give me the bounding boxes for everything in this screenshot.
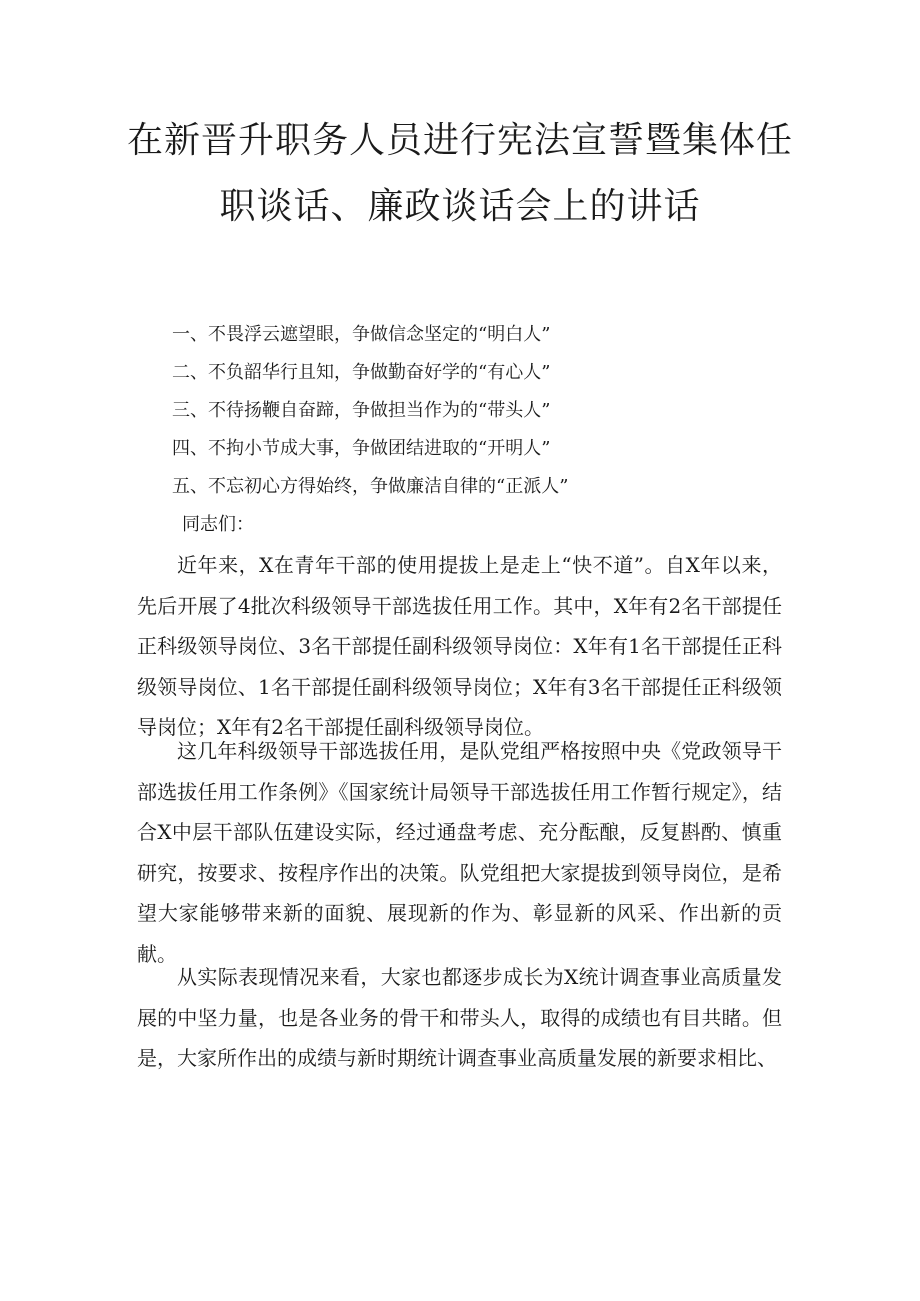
document-title (120, 108, 800, 240)
title-line-2: 职谈话、廉政谈话会上的讲话 (219, 186, 701, 227)
body-paragraph-3: 从实际表现情况来看，大家也都逐步成长为X统计调查事业高质量发展的中坚力量，也是各业务的骨干和带头人，取得的成绩也有目共睹。但是，大家所作出的成绩与新时期统计调查事业高质量发展的新要求相比、 (137, 965, 782, 1070)
outline-list (172, 316, 812, 506)
outline-item-5: 五、不忘初心方得始终，争做廉洁自律的“正派人” (172, 476, 569, 497)
body-paragraph-1: 近年来，X在青年干部的使用提拔上是走上“快不道”。自X年以来，先后开展了4批次科级领导干部选拔任用工作。其中，X年有2名干部提任正科级领导岗位、3名干部提任副科级领导岗位：X年有1名干部提任正科级领导岗位、1名干部提任副科级领导岗位；X年有3名干部提任正科级领导岗位；X年有2名干部提任副科级领导岗位。 (137, 553, 782, 739)
outline-item-1: 一、不畏浮云遮望眼，争做信念坚定的“明白人” (172, 324, 551, 345)
title-line-1: 在新晋升职务人员进行宪法宣誓暨集体任 (126, 120, 793, 161)
body-paragraph-2: 这几年科级领导干部选拔任用，是队党组严格按照中央《党政领导干部选拔任用工作条例》《国家统计局领导干部选拔任用工作暂行规定》，结合X中层干部队伍建设实际，经过通盘考虑、充分酝酿，反复斟酌、慎重研究，按要求、按程序作出的决策。队党组把大家提拔到领导岗位，是希望大家能够带来新的面貌、展现新的作为、彰显新的风采、作出新的贡献。 (137, 739, 782, 966)
outline-item-4: 四、不拘小节成大事，争做团结进取的“开明人” (172, 438, 551, 459)
outline-item-3: 三、不待扬鞭自奋蹄，争做担当作为的“带头人” (172, 400, 551, 421)
outline-item-2: 二、不负韶华行且知，争做勤奋好学的“有心人” (172, 362, 551, 383)
salutation: 同志们： (182, 514, 254, 535)
